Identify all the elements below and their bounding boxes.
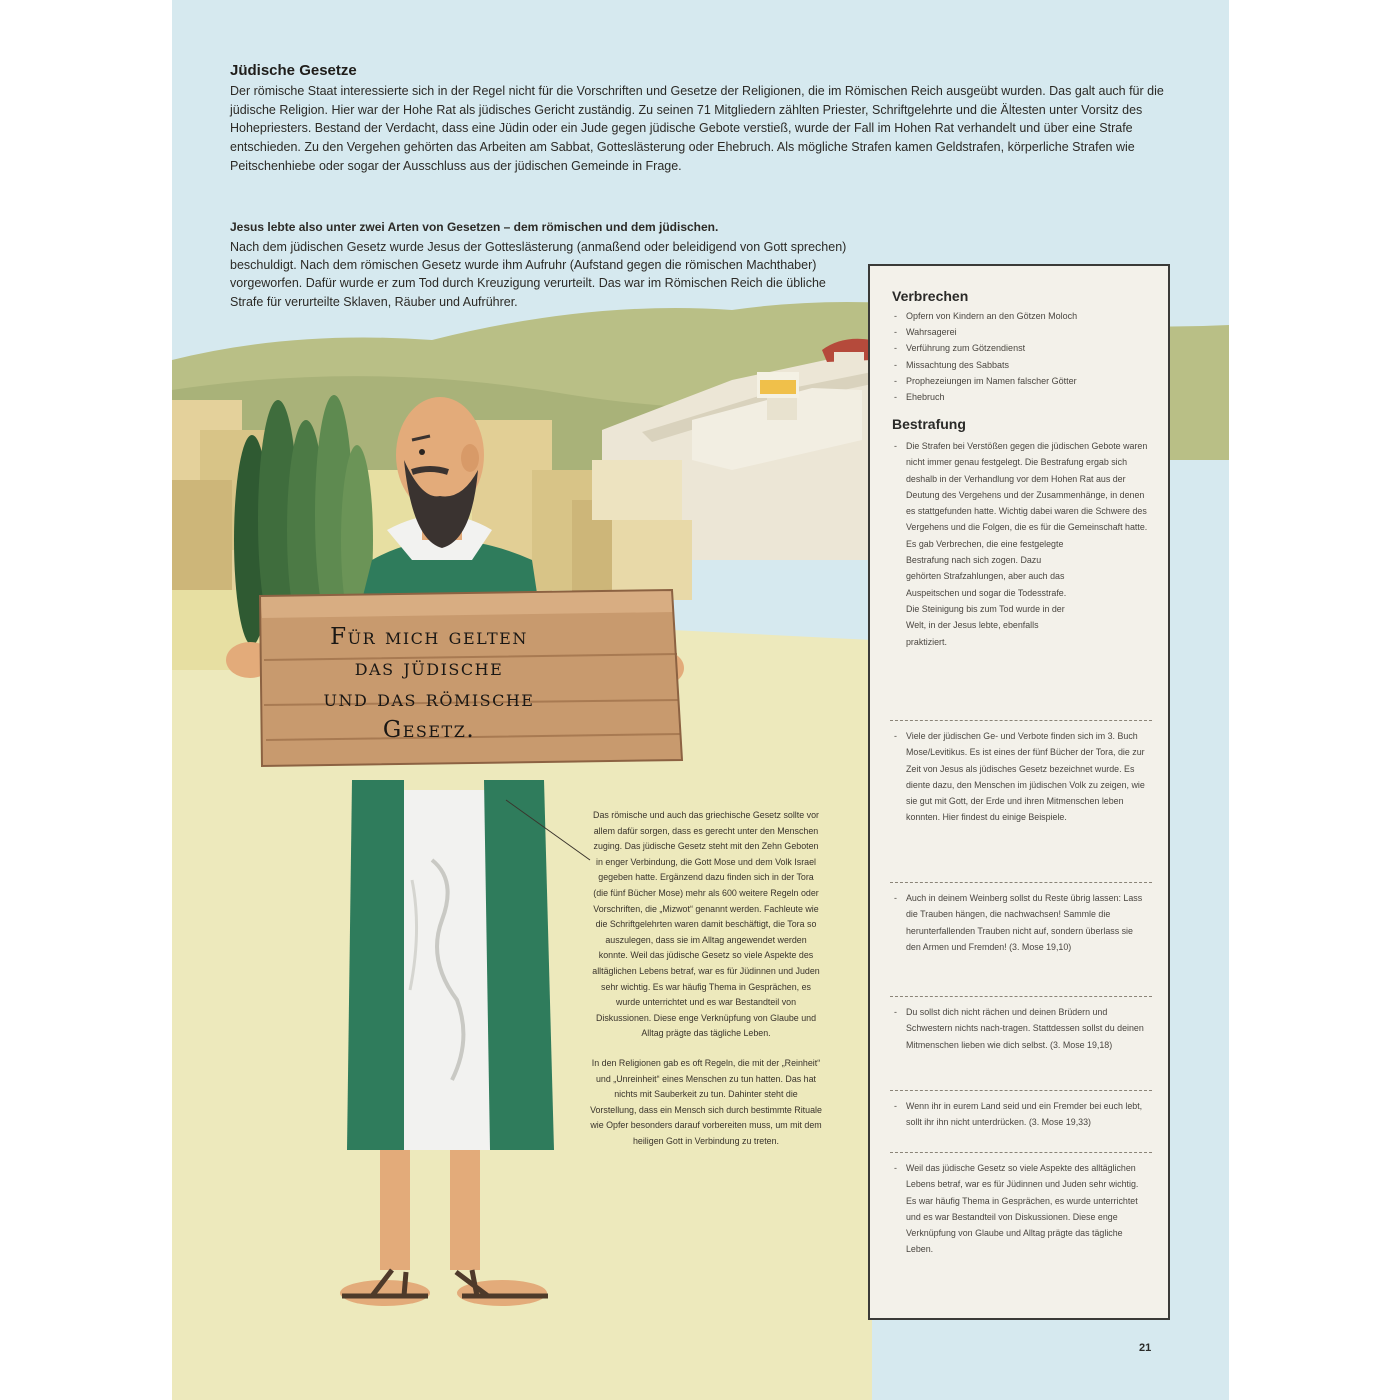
- bible-quote: - Wenn ihr in eurem Land seid und ein Fremder bei euch lebt, sollt ihr ihn nicht unterdrücken. (3. Mose 19,33): [892, 1098, 1150, 1131]
- punishment-text: Es gab Verbrechen, die eine festgelegte Bestrafung nach sich zogen. Dazu gehörten Strafzahlungen, aber auch das Auspeitschen und sogar die Todesstrafe. Die Steinigung bis zum Tod wurde in der Welt, in der Jesus lebte, ebenfalls praktiziert.: [906, 538, 1067, 647]
- sign-line: das jüdische: [354, 655, 504, 681]
- page-number: 21: [1139, 1342, 1152, 1354]
- bible-quote: - Auch in deinem Weinberg sollst du Reste übrig lassen: Lass die Trauben hängen, die nachwachsen! Sammle die herunterfallenden Trauben nicht auf, sondern überlass sie den Armen und Fremden! (3. Mose 19,10): [892, 890, 1150, 955]
- info-box: [868, 264, 1170, 1320]
- punishment-item: [892, 438, 1148, 650]
- crime-item: - Prophezeiungen im Namen falscher Götter: [892, 373, 1162, 389]
- center-paragraph: In den Religionen gab es oft Regeln, die mit der „Reinheit“ und „Unreinheit“ eines Menschen zu tun hatten. Das hat nichts mit Sauberkeit zu tun. Dahinter steht die Vorstellung, dass ein Mensch sich durch bestimmte Rituale wie Opfer besonders darauf vorbereiten muss, um mit dem heiligen Gott in Verbindung zu treten.: [590, 1057, 822, 1146]
- divider: [890, 1090, 1152, 1091]
- divider: [890, 996, 1152, 997]
- crimes-list: [892, 308, 1162, 405]
- divider: [890, 720, 1152, 721]
- punishment-item: - Weil das jüdische Gesetz so viele Aspekte des alltäglichen Lebens betraf, war es für Jüdinnen und Juden sehr wichtig. Es war häufig Thema in Gesprächen, es wurde unterrichtet und es war Bestandteil von Diskussionen. Diese enge Verknüpfung von Glaube und Alltag prägte das tägliche Leben.: [892, 1160, 1150, 1258]
- section-title: Jüdische Gesetze: [230, 62, 357, 79]
- sign-text: [264, 622, 594, 746]
- sign-line: und das römische: [323, 686, 535, 712]
- lead-heading: Jesus lebte also unter zwei Arten von Gesetzen – dem römischen und dem jüdischen.: [230, 220, 719, 234]
- crime-item: - Wahrsagerei: [892, 324, 1162, 340]
- crime-item: - Missachtung des Sabbats: [892, 357, 1162, 373]
- sign-line: Gesetz.: [382, 717, 476, 743]
- divider: [890, 1152, 1152, 1153]
- center-paragraph: Das römische und auch das griechische Gesetz sollte vor allem dafür sorgen, dass es gerecht unter den Menschen zuging. Das jüdische Gesetz steht mit den Zehn Geboten in enger Verbindung, die Gott Mose und dem Volk Israel gegeben hatte. Ergänzend dazu finden sich in der Tora (die fünf Bücher Mose) mehr als 600 weitere Regeln oder Vorschriften, die „Mizwot“ genannt werden. Fachleute wie die Schriftgelehrten waren damit beschäftigt, die Tora so auszulegen, dass sie im Alltag angewendet werden konnte. Weil das jüdische Gesetz so viele Aspekte des alltäglichen Lebens betraf, war es für Jüdinnen und Juden sehr wichtig. Es war häufig Thema in Gesprächen, es wurde unterrichtet und es war Bestandteil von Diskussionen. Diese enge Verknüpfung von Glaube und Alltag prägte das tägliche Leben.: [592, 810, 820, 1039]
- punishment-text: - Die Strafen bei Verstößen gegen die jüdischen Gebote waren nicht immer genau festgelegt. Die Bestrafung ergab sich deshalb in der Verhandlung vor dem Hohen Rat aus der Deutung des Vergehens und der Zusammenhänge, in denen es stattgefunden hatte. Wichtig dabei waren die Schwere des Vergehens und die Folgen, die es für die Gemeinschaft hatte.: [906, 441, 1148, 533]
- crime-item: - Ehebruch: [892, 389, 1162, 405]
- punishment-item: - Viele der jüdischen Ge- und Verbote finden sich im 3. Buch Mose/Levitikus. Es ist eines der fünf Bücher der Tora, die zur Zeit von Jesus als jüdisches Gesetz bezeichnet wurde. Es diente dazu, den Menschen im jüdischen Volk zu zeigen, wie sie gut mit Gott, der Erde und ihren Mitmenschen leben konnten. Hier findest du einige Beispiele.: [892, 728, 1150, 826]
- bible-quote: - Du sollst dich nicht rächen und deinen Brüdern und Schwestern nichts nach-tragen. Stattdessen sollst du deinen Mitmenschen lieben wie dich selbst. (3. Mose 19,18): [892, 1004, 1150, 1053]
- intro-paragraph: Der römische Staat interessierte sich in der Regel nicht für die Vorschriften und Gesetze der Religionen, die im Römischen Reich ausgeübt wurden. Das galt auch für die jüdische Religion. Hier war der Hohe Rat als jüdisches Gericht zuständig. Zu seinen 71 Mitgliedern zählten Priester, Schriftgelehrte und die Ältesten unter Vorsitz des Hohepriesters. Bestand der Verdacht, dass eine Jüdin oder ein Jude gegen jüdische Gebote verstieß, wurde der Fall im Hohen Rat verhandelt und über eine Strafe entschieden. Zu den Vergehen gehörten das Arbeiten am Sabbat, Gotteslästerung oder Ehebruch. Als mögliche Strafen kamen Geldstrafen, körperliche Strafen wie Peitschenhiebe oder sogar der Ausschluss aus der jüdischen Gemeinde in Frage.: [230, 84, 1164, 173]
- book-page: [172, 0, 1229, 1400]
- sign-line: Für mich gelten: [330, 624, 528, 650]
- punishment-heading: Bestrafung: [892, 416, 966, 432]
- crimes-heading: Verbrechen: [892, 288, 969, 304]
- crime-item: - Opfern von Kindern an den Götzen Moloch: [892, 308, 1162, 324]
- lead-paragraph: Nach dem jüdischen Gesetz wurde Jesus der Gotteslästerung (anmaßend oder beleidigend von Gott sprechen) beschuldigt. Nach dem römischen Gesetz wurde ihm Aufruhr (Aufstand gegen die römischen Machthaber) vorgeworfen. Dafür wurde er zum Tod durch Kreuzigung verurteilt. Das war im Römischen Reich die übliche Strafe für verurteilte Sklaven, Räuber und Aufrührer.: [230, 240, 847, 309]
- center-column: [590, 808, 822, 1163]
- crime-item: - Verführung zum Götzendienst: [892, 340, 1162, 356]
- divider: [890, 882, 1152, 883]
